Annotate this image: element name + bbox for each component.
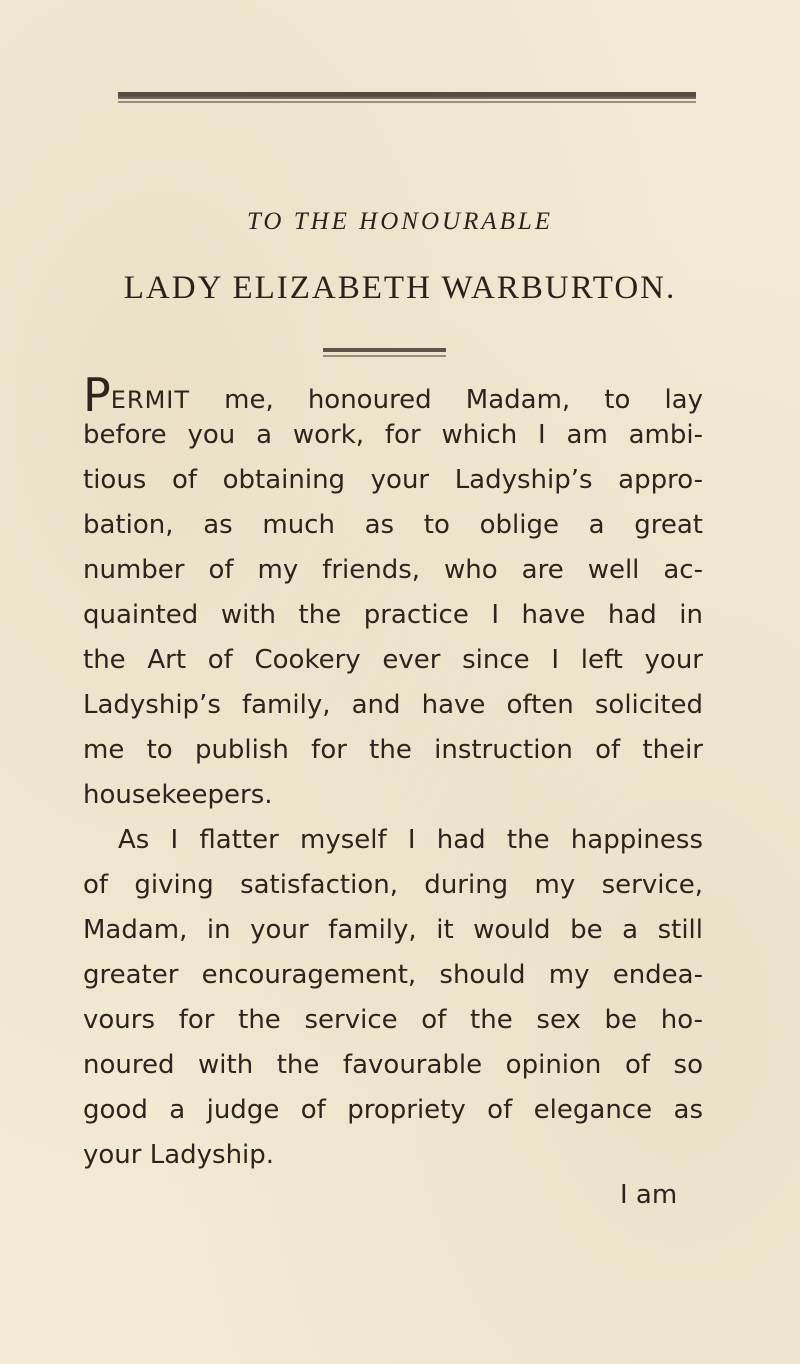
ornamental-rule [323,348,446,352]
text-line-1 [83,368,703,422]
text-line: of giving satisfaction, during my service, [83,870,703,900]
addressee-title: LADY ELIZABETH WARBURTON. [123,270,677,306]
small-caps-word: ERMIT [110,386,191,414]
text-line: quainted with the practice I have had in [83,600,703,630]
closing-catchword: I am [620,1180,678,1210]
text-line: bation, as much as to oblige a great [83,510,703,540]
text-line: tious of obtaining your Ladyship’s appro- [83,465,703,495]
top-rule [118,92,696,99]
text-line: greater encouragement, should my endea- [83,960,703,990]
drop-cap: P [83,368,111,422]
text-line: number of my friends, who are well ac- [83,555,703,585]
text-line: housekeepers. [83,780,273,810]
top-rule-thin [118,101,696,103]
text-line: good a judge of propriety of elegance as [83,1095,703,1125]
line-1-rest: me, honoured Madam, to lay [190,385,703,415]
text-line: your Ladyship. [83,1140,275,1170]
text-line: Madam, in your family, it would be a still [83,915,703,945]
text-line: the Art of Cookery ever since I left your [83,645,703,675]
text-line: As I flatter myself I had the happiness [118,825,703,855]
text-line: me to publish for the instruction of their [83,735,703,765]
text-line: noured with the favourable opinion of so [83,1050,703,1080]
ornamental-rule-thin [323,355,446,357]
dedication-line: TO THE HONOURABLE [246,208,554,235]
text-line: vours for the service of the sex be ho- [83,1005,703,1035]
text-line: Ladyship’s family, and have often solicited [83,690,703,720]
text-line: before you a work, for which I am ambi- [83,420,703,450]
